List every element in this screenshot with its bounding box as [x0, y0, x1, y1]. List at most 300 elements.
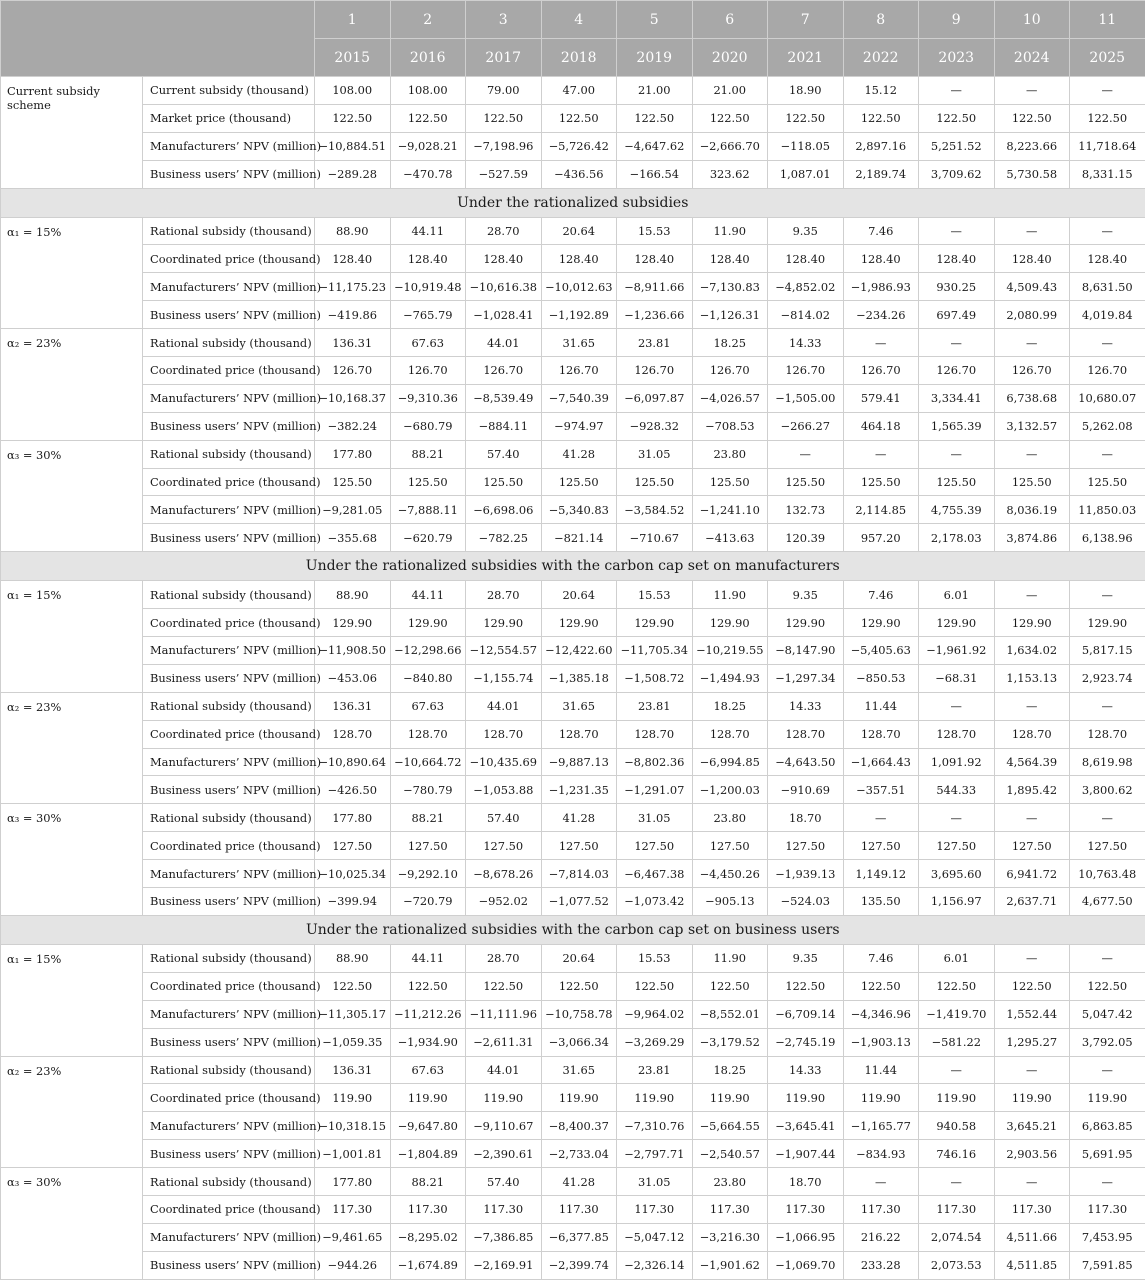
- value-cell: 9.35: [768, 944, 844, 972]
- value-cell: —: [919, 77, 995, 105]
- header-index-cell: 3: [466, 1, 542, 39]
- value-cell: 122.50: [466, 104, 542, 132]
- value-cell: 23.81: [617, 692, 693, 720]
- value-cell: 3,132.57: [994, 412, 1070, 440]
- value-cell: 122.50: [617, 972, 693, 1000]
- value-cell: 128.40: [617, 245, 693, 273]
- value-cell: −1,028.41: [466, 301, 542, 329]
- value-cell: 18.70: [768, 804, 844, 832]
- row-label: Rational subsidy (thousand): [143, 329, 315, 357]
- value-cell: —: [919, 692, 995, 720]
- value-cell: 127.50: [768, 832, 844, 860]
- value-cell: −2,745.19: [768, 1028, 844, 1056]
- value-cell: 127.50: [843, 832, 919, 860]
- value-cell: −382.24: [315, 412, 391, 440]
- value-cell: 5,691.95: [1070, 1140, 1145, 1168]
- value-cell: 464.18: [843, 412, 919, 440]
- value-cell: 7.46: [843, 581, 919, 609]
- value-cell: −10,219.55: [692, 637, 768, 665]
- value-cell: 4,511.66: [994, 1223, 1070, 1251]
- value-cell: —: [843, 329, 919, 357]
- value-cell: −355.68: [315, 524, 391, 552]
- value-cell: 122.50: [919, 104, 995, 132]
- value-cell: 18.25: [692, 692, 768, 720]
- value-cell: 126.70: [315, 357, 391, 385]
- table-row: [1, 524, 1145, 552]
- value-cell: 135.50: [843, 888, 919, 916]
- row-label: Manufacturers’ NPV (million): [143, 748, 315, 776]
- value-cell: 2,073.53: [919, 1251, 995, 1279]
- header-blank-cell: [1, 1, 315, 77]
- table-row: [1, 776, 1145, 804]
- value-cell: —: [994, 77, 1070, 105]
- value-cell: −68.31: [919, 664, 995, 692]
- value-cell: −10,664.72: [390, 748, 466, 776]
- row-label: Manufacturers’ NPV (million): [143, 273, 315, 301]
- value-cell: —: [994, 692, 1070, 720]
- value-cell: −1,508.72: [617, 664, 693, 692]
- value-cell: 1,156.97: [919, 888, 995, 916]
- value-cell: 122.50: [843, 972, 919, 1000]
- value-cell: 122.50: [994, 104, 1070, 132]
- row-label: Business users’ NPV (million): [143, 301, 315, 329]
- table-row: [1, 301, 1145, 329]
- value-cell: —: [1070, 804, 1145, 832]
- value-cell: 233.28: [843, 1251, 919, 1279]
- value-cell: 1,895.42: [994, 776, 1070, 804]
- value-cell: —: [919, 217, 995, 245]
- value-cell: 125.50: [994, 468, 1070, 496]
- value-cell: 119.90: [617, 1084, 693, 1112]
- value-cell: —: [843, 1168, 919, 1196]
- table-row: [1, 888, 1145, 916]
- value-cell: 57.40: [466, 804, 542, 832]
- header-year-cell: 2021: [768, 39, 844, 77]
- row-label: Rational subsidy (thousand): [143, 692, 315, 720]
- value-cell: 122.50: [315, 972, 391, 1000]
- value-cell: 2,903.56: [994, 1140, 1070, 1168]
- value-cell: 6,138.96: [1070, 524, 1145, 552]
- row-label: Coordinated price (thousand): [143, 720, 315, 748]
- value-cell: −782.25: [466, 524, 542, 552]
- value-cell: −1,073.42: [617, 888, 693, 916]
- value-cell: 11.44: [843, 1056, 919, 1084]
- value-cell: −5,726.42: [541, 132, 617, 160]
- table-row: [1, 1140, 1145, 1168]
- section-row: [1, 552, 1145, 581]
- value-cell: −5,047.12: [617, 1223, 693, 1251]
- row-label: Coordinated price (thousand): [143, 832, 315, 860]
- value-cell: 5,251.52: [919, 132, 995, 160]
- value-cell: −5,405.63: [843, 637, 919, 665]
- value-cell: 125.50: [315, 468, 391, 496]
- table-row: [1, 1168, 1145, 1196]
- value-cell: −7,130.83: [692, 273, 768, 301]
- value-cell: 128.70: [843, 720, 919, 748]
- value-cell: 28.70: [466, 944, 542, 972]
- value-cell: 117.30: [541, 1195, 617, 1223]
- value-cell: —: [994, 1168, 1070, 1196]
- value-cell: 5,262.08: [1070, 412, 1145, 440]
- value-cell: 125.50: [541, 468, 617, 496]
- value-cell: 2,074.54: [919, 1223, 995, 1251]
- value-cell: 128.70: [390, 720, 466, 748]
- value-cell: 128.70: [617, 720, 693, 748]
- value-cell: 88.21: [390, 1168, 466, 1196]
- table-row: [1, 860, 1145, 888]
- value-cell: 126.70: [466, 357, 542, 385]
- value-cell: 122.50: [541, 972, 617, 1000]
- value-cell: 117.30: [466, 1195, 542, 1223]
- value-cell: 2,114.85: [843, 496, 919, 524]
- value-cell: 126.70: [1070, 357, 1145, 385]
- value-cell: −1,939.13: [768, 860, 844, 888]
- value-cell: 5,730.58: [994, 160, 1070, 188]
- value-cell: 127.50: [541, 832, 617, 860]
- value-cell: 3,695.60: [919, 860, 995, 888]
- value-cell: 128.40: [1070, 245, 1145, 273]
- value-cell: −8,539.49: [466, 384, 542, 412]
- value-cell: −2,540.57: [692, 1140, 768, 1168]
- value-cell: −1,241.10: [692, 496, 768, 524]
- value-cell: 122.50: [315, 104, 391, 132]
- value-cell: 11,718.64: [1070, 132, 1145, 160]
- value-cell: 177.80: [315, 1168, 391, 1196]
- value-cell: 41.28: [541, 804, 617, 832]
- group-label: α₁ = 15%: [1, 217, 143, 329]
- value-cell: 23.81: [617, 1056, 693, 1084]
- row-label: Rational subsidy (thousand): [143, 581, 315, 609]
- value-cell: 128.40: [994, 245, 1070, 273]
- value-cell: −399.94: [315, 888, 391, 916]
- value-cell: −1,986.93: [843, 273, 919, 301]
- value-cell: 88.90: [315, 944, 391, 972]
- value-cell: 31.05: [617, 804, 693, 832]
- row-label: Rational subsidy (thousand): [143, 217, 315, 245]
- value-cell: —: [1070, 692, 1145, 720]
- header-year-cell: 2016: [390, 39, 466, 77]
- value-cell: −4,026.57: [692, 384, 768, 412]
- value-cell: −1,934.90: [390, 1028, 466, 1056]
- value-cell: −884.11: [466, 412, 542, 440]
- value-cell: 41.28: [541, 1168, 617, 1196]
- value-cell: −2,611.31: [466, 1028, 542, 1056]
- value-cell: −4,852.02: [768, 273, 844, 301]
- value-cell: −266.27: [768, 412, 844, 440]
- header-index-cell: 9: [919, 1, 995, 39]
- value-cell: 127.50: [919, 832, 995, 860]
- table-body: [1, 77, 1145, 1280]
- value-cell: 23.80: [692, 1168, 768, 1196]
- value-cell: 6,738.68: [994, 384, 1070, 412]
- value-cell: −10,758.78: [541, 1000, 617, 1028]
- value-cell: —: [919, 329, 995, 357]
- value-cell: −6,994.85: [692, 748, 768, 776]
- value-cell: 127.50: [994, 832, 1070, 860]
- value-cell: −3,645.41: [768, 1112, 844, 1140]
- value-cell: 136.31: [315, 329, 391, 357]
- value-cell: −12,422.60: [541, 637, 617, 665]
- value-cell: −2,326.14: [617, 1251, 693, 1279]
- value-cell: 129.90: [466, 609, 542, 637]
- value-cell: —: [768, 440, 844, 468]
- value-cell: −1,155.74: [466, 664, 542, 692]
- value-cell: −1,961.92: [919, 637, 995, 665]
- value-cell: —: [919, 1168, 995, 1196]
- value-cell: 1,565.39: [919, 412, 995, 440]
- value-cell: 128.40: [919, 245, 995, 273]
- group-label: α₂ = 23%: [1, 1056, 143, 1168]
- table-row: [1, 581, 1145, 609]
- value-cell: 117.30: [692, 1195, 768, 1223]
- value-cell: −289.28: [315, 160, 391, 188]
- value-cell: —: [994, 1056, 1070, 1084]
- value-cell: −6,467.38: [617, 860, 693, 888]
- value-cell: 120.39: [768, 524, 844, 552]
- value-cell: 122.50: [919, 972, 995, 1000]
- value-cell: −10,890.64: [315, 748, 391, 776]
- value-cell: 20.64: [541, 217, 617, 245]
- table-row: [1, 972, 1145, 1000]
- value-cell: 129.90: [768, 609, 844, 637]
- value-cell: 128.70: [541, 720, 617, 748]
- value-cell: −6,097.87: [617, 384, 693, 412]
- table-row: [1, 832, 1145, 860]
- value-cell: 57.40: [466, 440, 542, 468]
- value-cell: −8,802.36: [617, 748, 693, 776]
- value-cell: −2,399.74: [541, 1251, 617, 1279]
- table-row: [1, 1028, 1145, 1056]
- header-year-cell: 2025: [1070, 39, 1145, 77]
- value-cell: 122.50: [994, 972, 1070, 1000]
- value-cell: 79.00: [466, 77, 542, 105]
- value-cell: −7,814.03: [541, 860, 617, 888]
- value-cell: −8,678.26: [466, 860, 542, 888]
- value-cell: 8,331.15: [1070, 160, 1145, 188]
- row-label: Business users’ NPV (million): [143, 1140, 315, 1168]
- value-cell: −9,292.10: [390, 860, 466, 888]
- value-cell: 23.81: [617, 329, 693, 357]
- value-cell: 128.70: [768, 720, 844, 748]
- value-cell: 4,511.85: [994, 1251, 1070, 1279]
- value-cell: −166.54: [617, 160, 693, 188]
- value-cell: 14.33: [768, 329, 844, 357]
- value-cell: −2,169.91: [466, 1251, 542, 1279]
- table-row: [1, 440, 1145, 468]
- row-label: Business users’ NPV (million): [143, 776, 315, 804]
- value-cell: 126.70: [617, 357, 693, 385]
- value-cell: 216.22: [843, 1223, 919, 1251]
- value-cell: 119.90: [843, 1084, 919, 1112]
- value-cell: −814.02: [768, 301, 844, 329]
- group-label: α₂ = 23%: [1, 692, 143, 804]
- value-cell: —: [843, 440, 919, 468]
- value-cell: 44.01: [466, 692, 542, 720]
- value-cell: −357.51: [843, 776, 919, 804]
- value-cell: −7,888.11: [390, 496, 466, 524]
- value-cell: −1,901.62: [692, 1251, 768, 1279]
- value-cell: —: [994, 217, 1070, 245]
- value-cell: 67.63: [390, 329, 466, 357]
- value-cell: −426.50: [315, 776, 391, 804]
- value-cell: 128.40: [466, 245, 542, 273]
- value-cell: 129.90: [843, 609, 919, 637]
- value-cell: 41.28: [541, 440, 617, 468]
- value-cell: 119.90: [692, 1084, 768, 1112]
- value-cell: −10,435.69: [466, 748, 542, 776]
- value-cell: 31.65: [541, 1056, 617, 1084]
- value-cell: −1,077.52: [541, 888, 617, 916]
- value-cell: 4,755.39: [919, 496, 995, 524]
- header-year-cell: 2020: [692, 39, 768, 77]
- value-cell: −419.86: [315, 301, 391, 329]
- value-cell: 126.70: [919, 357, 995, 385]
- value-cell: −6,377.85: [541, 1223, 617, 1251]
- value-cell: −470.78: [390, 160, 466, 188]
- value-cell: 125.50: [466, 468, 542, 496]
- value-cell: −834.93: [843, 1140, 919, 1168]
- value-cell: 2,178.03: [919, 524, 995, 552]
- group-label: α₃ = 30%: [1, 804, 143, 916]
- value-cell: 7,453.95: [1070, 1223, 1145, 1251]
- value-cell: −7,540.39: [541, 384, 617, 412]
- value-cell: −6,709.14: [768, 1000, 844, 1028]
- value-cell: —: [1070, 217, 1145, 245]
- header-index-cell: 4: [541, 1, 617, 39]
- value-cell: −5,340.83: [541, 496, 617, 524]
- value-cell: 930.25: [919, 273, 995, 301]
- value-cell: −9,281.05: [315, 496, 391, 524]
- value-cell: 127.50: [617, 832, 693, 860]
- value-cell: −1,236.66: [617, 301, 693, 329]
- value-cell: −3,269.29: [617, 1028, 693, 1056]
- value-cell: 4,019.84: [1070, 301, 1145, 329]
- value-cell: 11.90: [692, 581, 768, 609]
- value-cell: 6.01: [919, 581, 995, 609]
- value-cell: 122.50: [617, 104, 693, 132]
- table-row: [1, 1084, 1145, 1112]
- table-row: [1, 329, 1145, 357]
- value-cell: −720.79: [390, 888, 466, 916]
- value-cell: −1,231.35: [541, 776, 617, 804]
- value-cell: 128.70: [315, 720, 391, 748]
- value-cell: 119.90: [466, 1084, 542, 1112]
- value-cell: 125.50: [1070, 468, 1145, 496]
- value-cell: −7,310.76: [617, 1112, 693, 1140]
- value-cell: —: [994, 440, 1070, 468]
- row-label: Business users’ NPV (million): [143, 1028, 315, 1056]
- value-cell: 129.90: [1070, 609, 1145, 637]
- value-cell: 2,897.16: [843, 132, 919, 160]
- value-cell: 18.90: [768, 77, 844, 105]
- value-cell: −4,643.50: [768, 748, 844, 776]
- value-cell: 177.80: [315, 440, 391, 468]
- row-label: Business users’ NPV (million): [143, 664, 315, 692]
- header-index-cell: 10: [994, 1, 1070, 39]
- value-cell: 3,874.86: [994, 524, 1070, 552]
- value-cell: 10,680.07: [1070, 384, 1145, 412]
- value-cell: —: [1070, 944, 1145, 972]
- value-cell: 122.50: [692, 972, 768, 1000]
- value-cell: 31.05: [617, 440, 693, 468]
- value-cell: 119.90: [1070, 1084, 1145, 1112]
- value-cell: 8,036.19: [994, 496, 1070, 524]
- value-cell: 177.80: [315, 804, 391, 832]
- row-label: Rational subsidy (thousand): [143, 1168, 315, 1196]
- value-cell: 47.00: [541, 77, 617, 105]
- value-cell: −10,616.38: [466, 273, 542, 301]
- value-cell: 108.00: [390, 77, 466, 105]
- value-cell: −2,666.70: [692, 132, 768, 160]
- row-label: Manufacturers’ NPV (million): [143, 132, 315, 160]
- table-row: [1, 468, 1145, 496]
- value-cell: 3,800.62: [1070, 776, 1145, 804]
- value-cell: −974.97: [541, 412, 617, 440]
- header-row-index: [1, 1, 1145, 39]
- value-cell: 129.90: [315, 609, 391, 637]
- row-label: Market price (thousand): [143, 104, 315, 132]
- value-cell: 119.90: [541, 1084, 617, 1112]
- value-cell: 18.25: [692, 1056, 768, 1084]
- value-cell: 126.70: [843, 357, 919, 385]
- row-label: Manufacturers’ NPV (million): [143, 496, 315, 524]
- value-cell: −1,001.81: [315, 1140, 391, 1168]
- row-label: Rational subsidy (thousand): [143, 1056, 315, 1084]
- value-cell: 129.90: [692, 609, 768, 637]
- value-cell: 126.70: [390, 357, 466, 385]
- value-cell: 122.50: [768, 972, 844, 1000]
- value-cell: −11,175.23: [315, 273, 391, 301]
- value-cell: 129.90: [617, 609, 693, 637]
- value-cell: −4,647.62: [617, 132, 693, 160]
- value-cell: 127.50: [315, 832, 391, 860]
- value-cell: 15.53: [617, 581, 693, 609]
- value-cell: 6.01: [919, 944, 995, 972]
- value-cell: −1,059.35: [315, 1028, 391, 1056]
- value-cell: 4,564.39: [994, 748, 1070, 776]
- value-cell: 127.50: [466, 832, 542, 860]
- value-cell: —: [919, 1056, 995, 1084]
- value-cell: −453.06: [315, 664, 391, 692]
- header-year-cell: 2019: [617, 39, 693, 77]
- value-cell: −1,505.00: [768, 384, 844, 412]
- value-cell: 8,223.66: [994, 132, 1070, 160]
- value-cell: 122.50: [1070, 104, 1145, 132]
- group-label: α₂ = 23%: [1, 329, 143, 441]
- value-cell: 31.65: [541, 692, 617, 720]
- value-cell: −11,705.34: [617, 637, 693, 665]
- value-cell: 129.90: [541, 609, 617, 637]
- value-cell: −9,647.80: [390, 1112, 466, 1140]
- value-cell: −9,964.02: [617, 1000, 693, 1028]
- value-cell: 11.90: [692, 944, 768, 972]
- value-cell: −9,310.36: [390, 384, 466, 412]
- value-cell: 544.33: [919, 776, 995, 804]
- value-cell: −3,584.52: [617, 496, 693, 524]
- value-cell: −928.32: [617, 412, 693, 440]
- value-cell: −780.79: [390, 776, 466, 804]
- table-row: [1, 804, 1145, 832]
- table-row: [1, 720, 1145, 748]
- value-cell: 88.90: [315, 217, 391, 245]
- value-cell: 7.46: [843, 944, 919, 972]
- table-row: [1, 944, 1145, 972]
- group-label: α₁ = 15%: [1, 944, 143, 1056]
- value-cell: 3,645.21: [994, 1112, 1070, 1140]
- value-cell: 3,709.62: [919, 160, 995, 188]
- value-cell: 125.50: [843, 468, 919, 496]
- value-cell: 15.12: [843, 77, 919, 105]
